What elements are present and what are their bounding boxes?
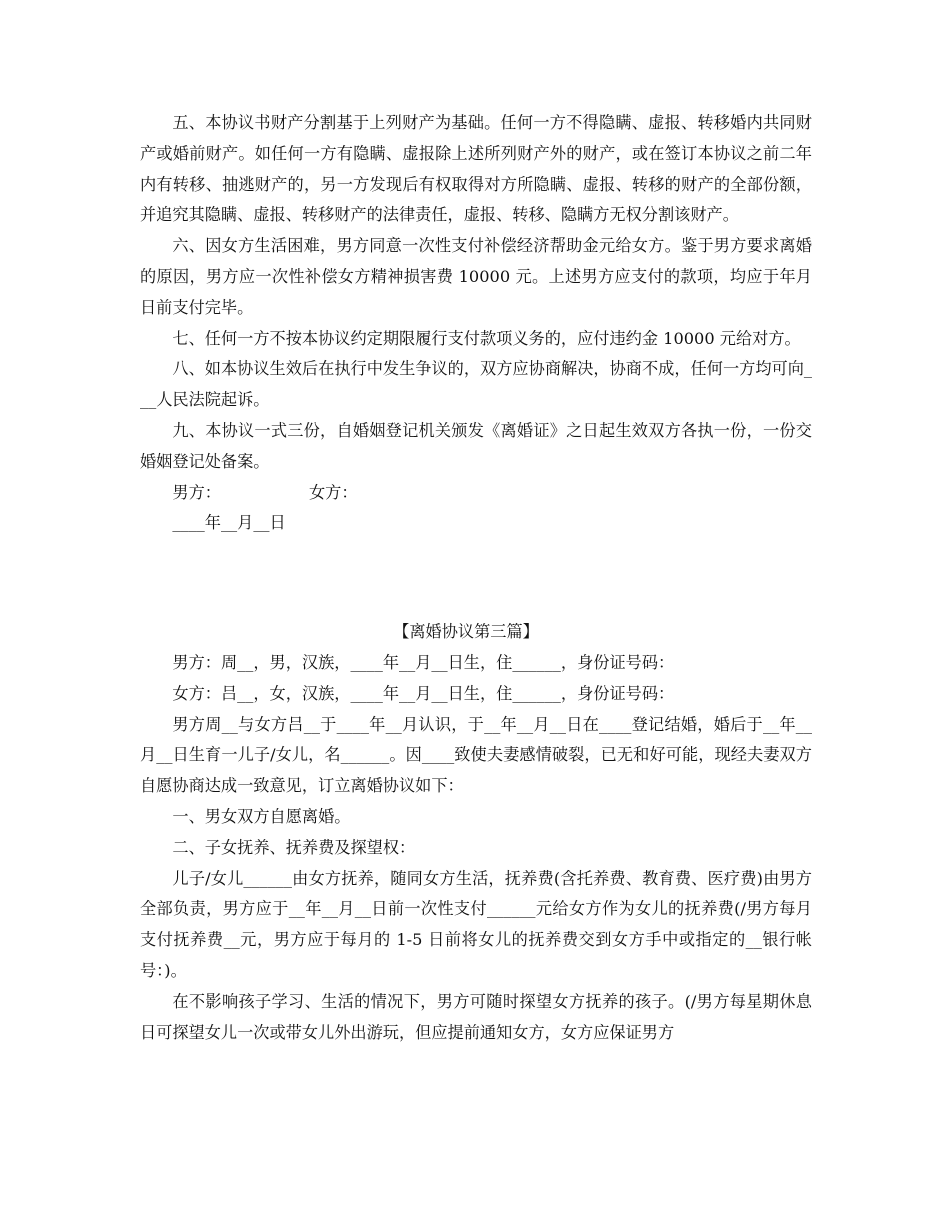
clause-two-heading: 二、子女抚养、抚养费及探望权： [172,837,416,857]
clause-seven: 七、任何一方不按本协议约定期限履行支付款项义务的，应付违约金 10000 元给对方。 [172,328,801,348]
clause-eight: 八、如本协议生效后在执行中发生争议的，双方应协商解决，协商不成，任何一方均可向___人民法院起诉。 [140,359,812,410]
clause-five: 五、本协议书财产分割基于上列财产为基础。任何一方不得隐瞒、虚报、转移婚内共同财产或婚前财产。如任何一方有隐瞒、虚报除上述所列财产外的财产，或在签订本协议之前二年内有转移、抽逃财产的，另一方发现后有权取得对方所隐瞒、虚报、转移的财产的全部份额，并追究其隐瞒、虚报、转移财产的法律责任，虚报、转移、隐瞒方无权分割该财产。 [140,113,812,225]
female-party-info: 女方：吕__，女，汉族，____年__月__日生，住______，身份证号码： [172,683,675,703]
signature-female-label: 女方： [308,482,358,502]
child-custody-paragraph: 儿子/女儿______由女方抚养，随同女方生活，抚养费(含托养费、教育费、医疗费)由男方全部负责，男方应于__年__月__日前一次性支付______元给女方作为女儿的抚养费(/男方每月支付抚养费__元，男方应于每月的 1-5 日前将女儿的抚养费交到女方手中或指定的__银行帐号：)。 [140,868,812,980]
clause-nine: 九、本协议一式三份，自婚姻登记机关颁发《离婚证》之日起生效双方各执一份，一份交婚姻登记处备案。 [140,420,812,471]
marriage-background: 男方周__与女方吕__于____年__月认识，于__年__月__日在____登记结婚，婚后于__年__月__日生育一儿子/女儿，名______。因____致使夫妻感情破裂，已无和好可能，现经夫妻双方自愿协商达成一致意见，订立离婚协议如下： [140,714,812,796]
signature-male-label: 男方： [172,482,221,502]
section-title: 【离婚协议第三篇】 [393,622,539,642]
clause-one: 一、男女双方自愿离婚。 [172,806,351,826]
male-party-info: 男方：周__，男，汉族，____年__月__日生，住______，身份证号码： [172,652,675,672]
document-page [140,108,812,1048]
signature-line [140,478,812,509]
section-spacer [140,539,812,617]
visitation-paragraph: 在不影响孩子学习、生活的情况下，男方可随时探望女方抚养的孩子。(/男方每星期休息日可探望女儿一次或带女儿外出游玩，但应提前通知女方，女方应保证男方 [140,991,812,1042]
clause-six: 六、因女方生活困难，男方同意一次性支付补偿经济帮助金元给女方。鉴于男方要求离婚的原因，男方应一次性补偿女方精神损害费 10000 元。上述男方应支付的款项，均应于年月日前支付完毕。 [140,236,812,317]
date-line: ____年__月__日 [172,513,286,533]
